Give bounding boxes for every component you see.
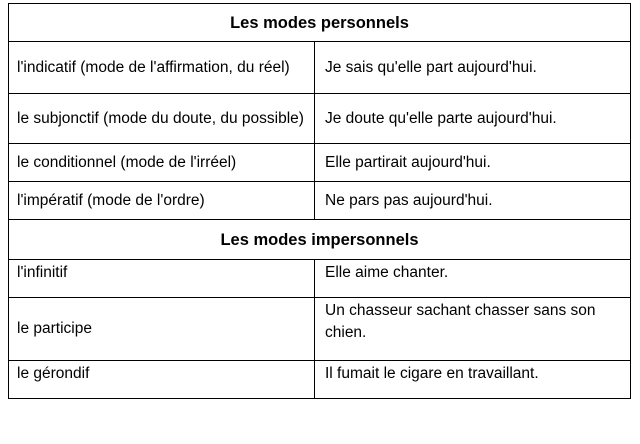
table-row	[9, 42, 631, 94]
mode-cell: le subjonctif (mode du doute, du possible)	[9, 94, 315, 144]
mode-cell: l'impératif (mode de l'ordre)	[9, 182, 315, 220]
example-cell: Il fumait le cigare en travaillant.	[315, 361, 631, 399]
example-cell: Je sais qu'elle part aujourd'hui.	[315, 42, 631, 94]
mode-cell: l'indicatif (mode de l'affirmation, du réel)	[9, 42, 315, 94]
table-row	[9, 260, 631, 298]
personal-modes-header: Les modes personnels	[9, 4, 631, 42]
example-cell: Elle aime chanter.	[315, 260, 631, 298]
table-row	[9, 94, 631, 144]
table-row	[9, 182, 631, 220]
table-row	[9, 361, 631, 399]
table-header-row	[9, 220, 631, 260]
example-cell: Ne pars pas aujourd'hui.	[315, 182, 631, 220]
mode-cell: l'infinitif	[9, 260, 315, 298]
table-row	[9, 298, 631, 361]
modes-table	[8, 3, 631, 399]
mode-cell: le gérondif	[9, 361, 315, 399]
impersonal-modes-header: Les modes impersonnels	[9, 220, 631, 260]
mode-cell: le participe	[9, 298, 315, 361]
mode-cell: le conditionnel (mode de l'irréel)	[9, 144, 315, 182]
example-cell: Un chasseur sachant chasser sans son chien.	[315, 298, 631, 361]
example-cell: Je doute qu'elle parte aujourd'hui.	[315, 94, 631, 144]
example-cell: Elle partirait aujourd'hui.	[315, 144, 631, 182]
table-row	[9, 144, 631, 182]
table-header-row	[9, 4, 631, 42]
